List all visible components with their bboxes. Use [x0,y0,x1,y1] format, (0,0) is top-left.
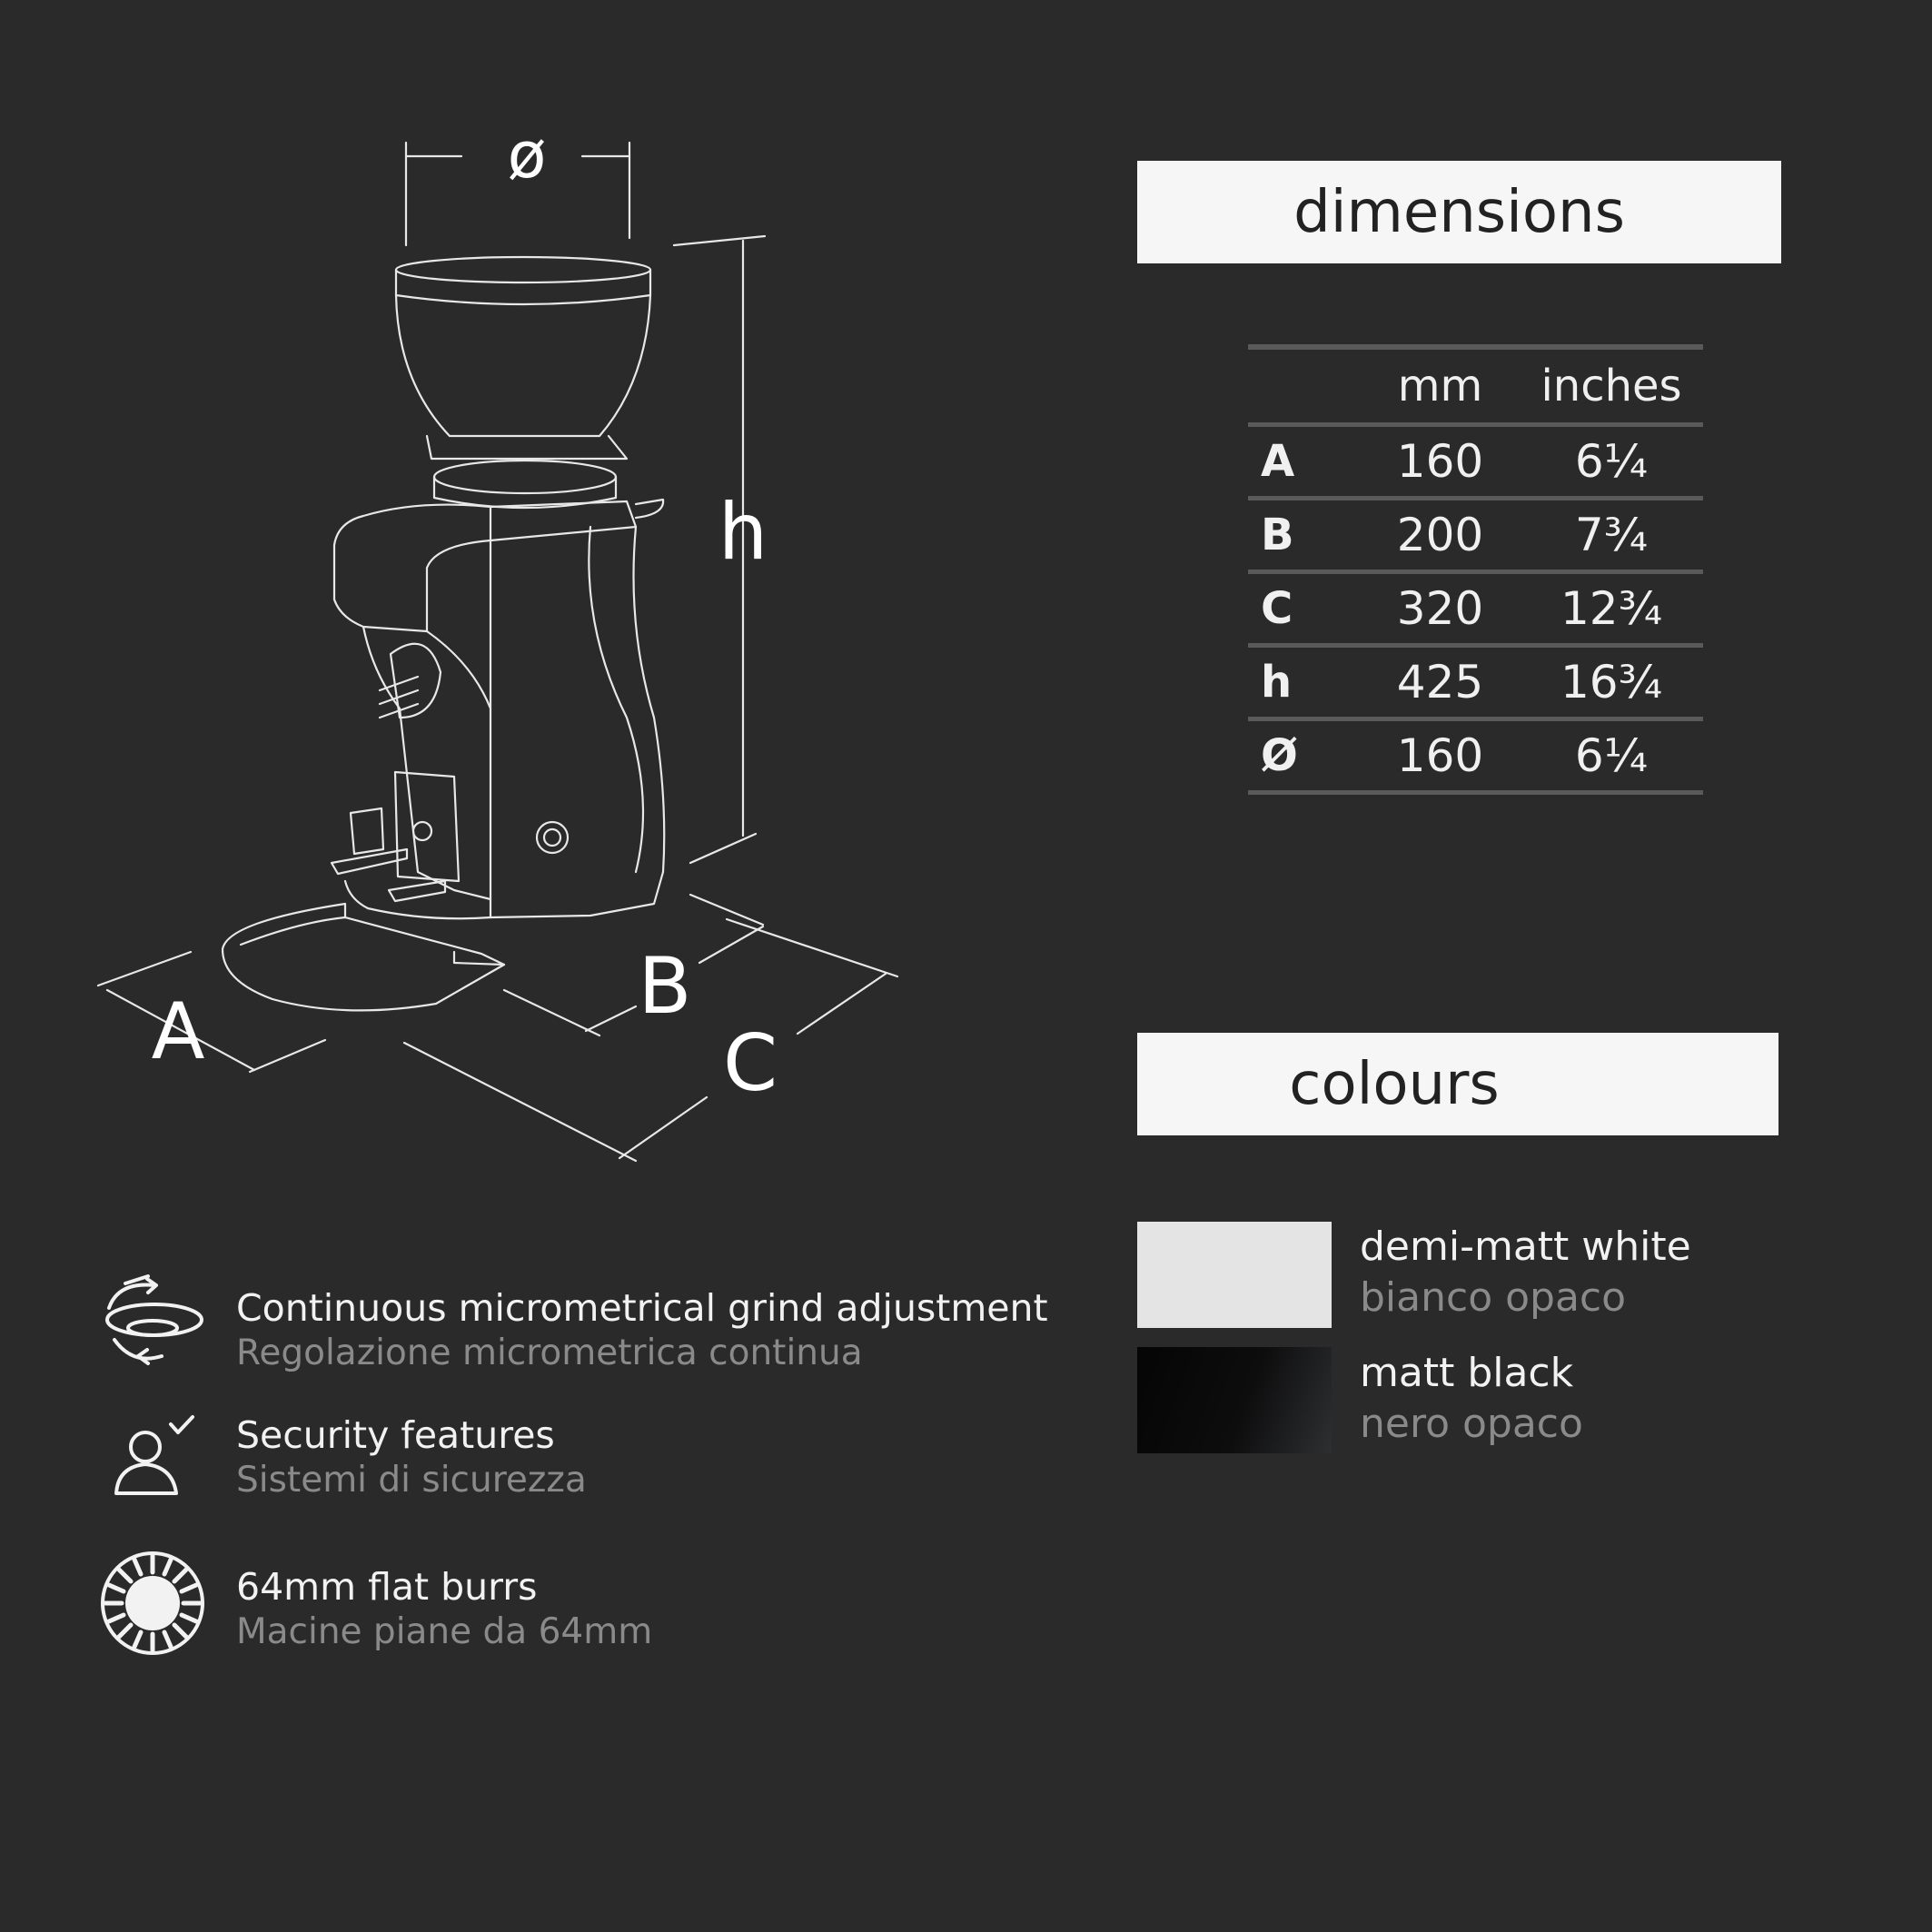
row-label: B [1248,499,1361,572]
c-label: C [722,1018,778,1109]
grind-adjustment-icon [98,1267,207,1376]
colour-name: matt black [1360,1350,1574,1396]
grinder-body [334,500,664,918]
column-header-inches: inches [1520,347,1703,425]
row-inches: 7¾ [1520,499,1703,572]
feature-label: Continuous micrometrical grind adjustment [236,1286,1048,1330]
colour-name: demi-matt white [1360,1224,1691,1270]
colours-header [1137,1033,1778,1135]
dimensions-header [1137,161,1781,263]
drip-tray [223,904,504,1010]
row-label: Ø [1248,719,1361,793]
height-label: h [718,487,768,578]
row-mm: 160 [1361,719,1520,793]
colours-title: colours [1289,1050,1500,1118]
table-row [1248,425,1703,499]
colour-item-black [1360,1348,1583,1450]
table-row [1248,499,1703,572]
row-mm: 200 [1361,499,1520,572]
feature-label-italian: Sistemi di sicurezza [236,1460,587,1501]
feature-label: Security features [236,1413,555,1457]
column-header-label [1248,347,1361,425]
security-user-icon [98,1408,207,1517]
colour-swatch-white [1137,1222,1332,1328]
flat-burrs-icon [98,1549,207,1658]
row-inches: 6¼ [1520,425,1703,499]
row-inches: 12¾ [1520,572,1703,646]
hopper [396,257,650,508]
b-label: B [638,941,692,1032]
row-mm: 160 [1361,425,1520,499]
row-mm: 320 [1361,572,1520,646]
table-row [1248,646,1703,719]
dimensions-title: dimensions [1293,178,1625,246]
a-label: A [151,986,205,1077]
table-row [1248,572,1703,646]
feature-label-italian: Regolazione micrometrica continua [236,1333,863,1373]
a-dimension-line [98,952,325,1072]
diameter-label: ø [507,118,547,193]
row-mm: 425 [1361,646,1520,719]
colour-name-italian: bianco opaco [1360,1274,1627,1321]
feature-label: 64mm flat burrs [236,1565,538,1609]
row-label: C [1248,572,1361,646]
grinder-illustration [0,0,999,1199]
row-inches: 6¼ [1520,719,1703,793]
dimensions-table [1248,344,1703,795]
feature-label-italian: Macine piane da 64mm [236,1611,653,1652]
column-header-mm: mm [1361,347,1520,425]
colour-item-white [1360,1222,1691,1323]
row-label: h [1248,646,1361,719]
portafilter-fork [332,808,445,901]
colour-swatch-black [1137,1347,1332,1453]
table-header-row [1248,347,1703,425]
row-label: A [1248,425,1361,499]
table-row [1248,719,1703,793]
row-inches: 16¾ [1520,646,1703,719]
colour-name-italian: nero opaco [1360,1401,1583,1447]
